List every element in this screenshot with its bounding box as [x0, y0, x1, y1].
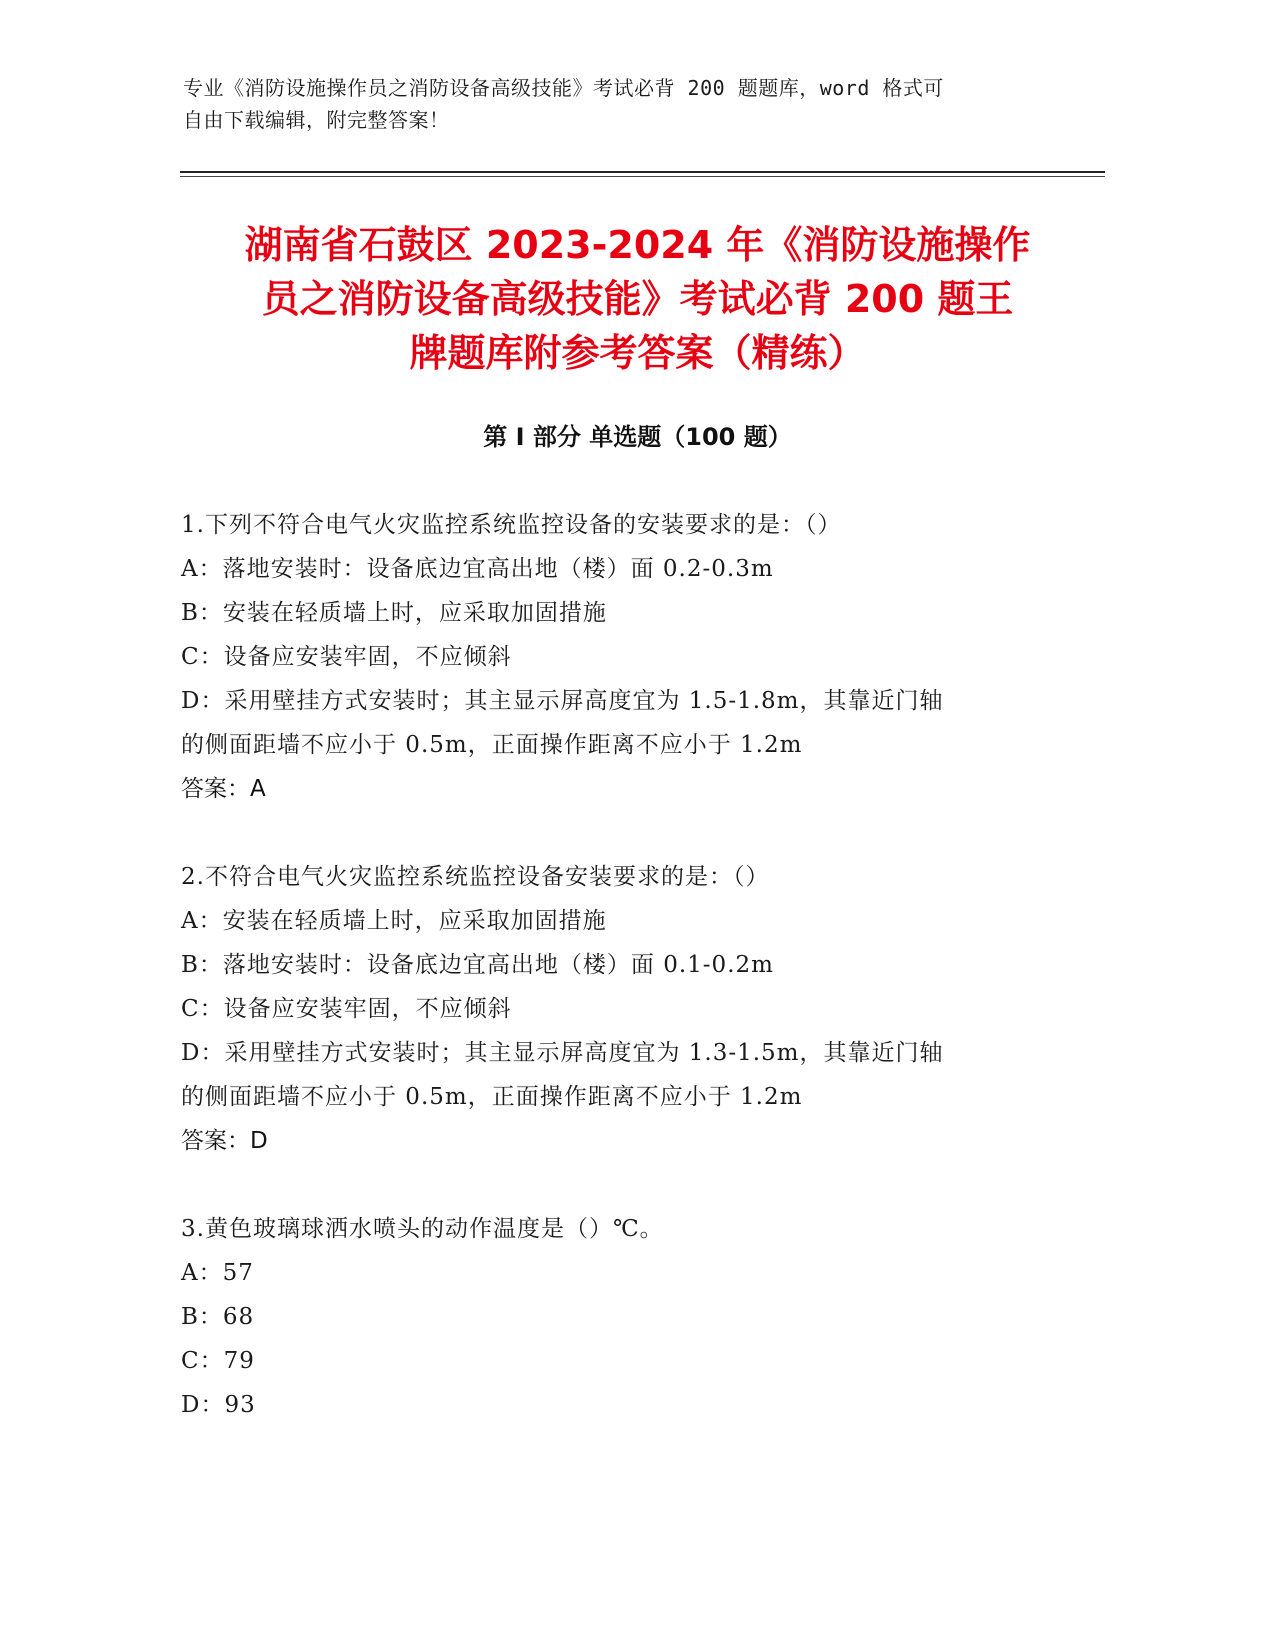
question-3: [181, 1207, 1041, 1427]
option-b: B：68: [181, 1304, 255, 1330]
document-title: [150, 218, 1125, 380]
option-d-continued: 的侧面距墙不应小于 0.5m，正面操作距离不应小于 1.2m: [181, 1084, 803, 1110]
title-line-3: 牌题库附参考答案（精练）: [409, 331, 866, 375]
question-stem: 2.不符合电气火灾监控系统监控设备安装要求的是：（）: [181, 864, 770, 890]
option-a: A：落地安装时：设备底边宜高出地（楼）面 0.2-0.3m: [181, 556, 774, 582]
option-d: D：采用壁挂方式安装时；其主显示屏高度宜为 1.5-1.8m，其靠近门轴: [181, 688, 944, 714]
question-2: [181, 855, 1041, 1163]
option-c: C：设备应安装牢固，不应倾斜: [181, 996, 512, 1022]
option-d: D：93: [181, 1392, 256, 1418]
option-b: B：落地安装时：设备底边宜高出地（楼）面 0.1-0.2m: [181, 952, 774, 978]
header-note: [183, 72, 1063, 136]
header-divider-thick: [180, 171, 1105, 173]
header-note-line-1: 专业《消防设施操作员之消防设备高级技能》考试必背 200 题题库，word 格式可: [183, 76, 944, 100]
answer-label: 答案：D: [181, 1128, 268, 1154]
option-a: A：安装在轻质墙上时，应采取加固措施: [181, 908, 607, 934]
title-line-2: 员之消防设备高级技能》考试必背 200 题王: [261, 277, 1014, 321]
title-line-1: 湖南省石鼓区 2023-2024 年《消防设施操作: [244, 223, 1031, 267]
header-note-line-2: 自由下载编辑，附完整答案！: [183, 108, 450, 132]
question-stem: 3.黄色玻璃球洒水喷头的动作温度是（）℃。: [181, 1216, 664, 1242]
option-d: D：采用壁挂方式安装时；其主显示屏高度宜为 1.3-1.5m，其靠近门轴: [181, 1040, 944, 1066]
option-c: C：79: [181, 1348, 255, 1374]
option-d-continued: 的侧面距墙不应小于 0.5m，正面操作距离不应小于 1.2m: [181, 732, 803, 758]
option-b: B：安装在轻质墙上时，应采取加固措施: [181, 600, 607, 626]
section-heading: 第 I 部分 单选题（100 题）: [483, 423, 792, 451]
header-divider-thin: [180, 176, 1105, 177]
question-1: [181, 503, 1041, 811]
answer-label: 答案：A: [181, 776, 266, 802]
option-a: A：57: [181, 1260, 254, 1286]
option-c: C：设备应安装牢固，不应倾斜: [181, 644, 512, 670]
question-stem: 1.下列不符合电气火灾监控系统监控设备的安装要求的是：（）: [181, 512, 842, 538]
question-list: [181, 503, 1041, 1471]
